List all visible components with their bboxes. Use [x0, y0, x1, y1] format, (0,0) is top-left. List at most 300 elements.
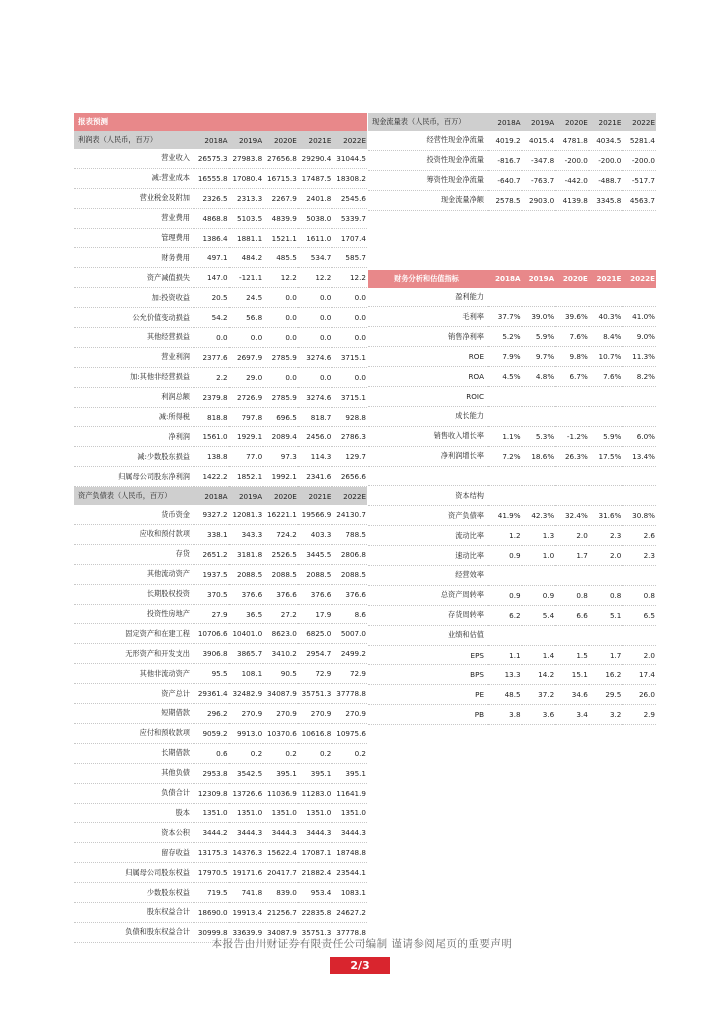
- cell-value: 17.4: [622, 665, 656, 685]
- cell-value: 11641.9: [332, 783, 367, 803]
- table-row: [368, 288, 656, 307]
- row-label: 留存收益: [74, 843, 194, 863]
- cell-value: [622, 486, 656, 506]
- cell-value: 13.4%: [622, 446, 656, 466]
- cell-value: 14.2: [522, 665, 556, 685]
- year-header: 2020E: [555, 113, 589, 131]
- row-label: ROE: [368, 347, 488, 367]
- cell-value: [622, 625, 656, 645]
- cell-value: 724.2: [263, 525, 298, 545]
- row-label: 销售收入增长率: [368, 426, 488, 446]
- year-header: 2020E: [263, 487, 298, 505]
- cell-value: 77.0: [229, 447, 264, 467]
- table-row: [74, 387, 367, 407]
- cell-value: 18690.0: [194, 902, 229, 922]
- cell-value: 788.5: [332, 525, 367, 545]
- cell-value: 2499.2: [332, 644, 367, 664]
- cell-value: -640.7: [488, 170, 522, 190]
- cell-value: 4034.5: [589, 131, 623, 150]
- cell-value: -442.0: [555, 170, 589, 190]
- cell-value: 3274.6: [298, 347, 333, 367]
- row-label: 货币资金: [74, 505, 194, 524]
- row-label: 资本结构: [368, 486, 488, 506]
- cell-value: 2088.5: [332, 564, 367, 584]
- cell-value: 839.0: [263, 883, 298, 903]
- cell-value: 1351.0: [229, 803, 264, 823]
- cell-value: 7.6%: [589, 367, 623, 387]
- cell-value: 34.6: [555, 685, 589, 705]
- row-label: 资产总计: [74, 684, 194, 704]
- year-header: 2022E: [622, 113, 656, 131]
- cell-value: 19171.6: [229, 863, 264, 883]
- row-label: 加:投资收益: [74, 288, 194, 308]
- cell-value: 41.0%: [622, 307, 656, 327]
- row-label: 股东权益合计: [74, 902, 194, 922]
- row-label: 现金流量净额: [368, 190, 488, 210]
- table-row: [368, 685, 656, 705]
- cell-value: 343.3: [229, 525, 264, 545]
- year-header: 2020E: [555, 270, 589, 288]
- cell-value: 338.1: [194, 525, 229, 545]
- cell-value: 11.3%: [622, 347, 656, 367]
- cell-value: 1929.1: [229, 427, 264, 447]
- cell-value: [555, 466, 589, 486]
- cell-value: 6.6: [555, 605, 589, 625]
- cell-value: 31044.5: [332, 149, 367, 168]
- cell-value: 1.7: [555, 546, 589, 566]
- cell-value: 1.0: [522, 546, 556, 566]
- cell-value: 5.1: [589, 605, 623, 625]
- table-row: [368, 665, 656, 685]
- row-label: 其他非流动资产: [74, 664, 194, 684]
- row-label: 资本公积: [74, 823, 194, 843]
- cell-value: 56.8: [229, 308, 264, 328]
- cell-value: 29.0: [229, 367, 264, 387]
- cell-value: 2326.5: [194, 188, 229, 208]
- cell-value: 3444.3: [229, 823, 264, 843]
- cell-value: 12.2: [298, 268, 333, 288]
- table-row: [368, 170, 656, 190]
- cell-value: 17487.5: [298, 168, 333, 188]
- cell-value: [555, 486, 589, 506]
- table-row: [74, 564, 367, 584]
- cell-value: 8.4%: [589, 327, 623, 347]
- cell-value: 8.2%: [622, 367, 656, 387]
- cell-value: 6.2: [488, 605, 522, 625]
- cell-value: [589, 387, 623, 407]
- balance-title: 资产负债表（人民币，百万）: [74, 487, 194, 505]
- cell-value: -347.8: [522, 150, 556, 170]
- cashflow-title: 现金流量表（人民币，百万）: [368, 113, 488, 131]
- cell-value: 7.2%: [488, 446, 522, 466]
- cell-value: 20.5: [194, 288, 229, 308]
- income-statement-table: [74, 131, 367, 487]
- cell-value: 10975.6: [332, 723, 367, 743]
- cell-value: 3.2: [589, 705, 623, 725]
- cell-value: 29.5: [589, 685, 623, 705]
- cell-value: [589, 406, 623, 426]
- cell-value: 2.2: [194, 367, 229, 387]
- cell-value: [589, 288, 623, 307]
- cell-value: 27656.8: [263, 149, 298, 168]
- cell-value: 32482.9: [229, 684, 264, 704]
- row-label: 投资性现金净流量: [368, 150, 488, 170]
- cell-value: 270.9: [229, 704, 264, 724]
- cell-value: 1.1: [488, 645, 522, 665]
- cell-value: 3715.1: [332, 347, 367, 367]
- row-label: 投资性房地产: [74, 604, 194, 624]
- table-row: [74, 584, 367, 604]
- row-label: 负债和股东权益合计: [74, 922, 194, 942]
- cell-value: 12.2: [332, 268, 367, 288]
- cell-value: 3.8: [488, 705, 522, 725]
- cell-value: 1386.4: [194, 228, 229, 248]
- cell-value: 0.2: [332, 743, 367, 763]
- row-label: 减:所得税: [74, 407, 194, 427]
- cell-value: 696.5: [263, 407, 298, 427]
- row-label: 经营效率: [368, 566, 488, 586]
- cell-value: 1.3: [522, 526, 556, 546]
- cell-value: 3444.3: [332, 823, 367, 843]
- table-row: [74, 467, 367, 487]
- table-row: [74, 308, 367, 328]
- cell-value: 2401.8: [298, 188, 333, 208]
- table-row: [74, 248, 367, 268]
- cell-value: 19913.4: [229, 902, 264, 922]
- table-row: [368, 506, 656, 526]
- row-label: 其他流动资产: [74, 564, 194, 584]
- cell-value: 2313.3: [229, 188, 264, 208]
- cell-value: 8623.0: [263, 624, 298, 644]
- cell-value: 0.0: [298, 288, 333, 308]
- cell-value: 22835.8: [298, 902, 333, 922]
- cell-value: [622, 288, 656, 307]
- cell-value: [555, 566, 589, 586]
- footer-disclaimer: 本报告由川财证券有限责任公司编制 谨请参阅尾页的重要声明: [211, 938, 513, 950]
- cell-value: 2.3: [589, 526, 623, 546]
- row-label: 减:营业成本: [74, 168, 194, 188]
- row-label: 净利润: [74, 427, 194, 447]
- cell-value: 19566.9: [298, 505, 333, 524]
- cell-value: 26.3%: [555, 446, 589, 466]
- cell-value: 928.8: [332, 407, 367, 427]
- cell-value: 497.1: [194, 248, 229, 268]
- cell-value: 270.9: [332, 704, 367, 724]
- cell-value: 1.4: [522, 645, 556, 665]
- cell-value: [522, 288, 556, 307]
- cell-value: 23544.1: [332, 863, 367, 883]
- cell-value: 12309.8: [194, 783, 229, 803]
- year-header: 2021E: [589, 113, 623, 131]
- cell-value: 40.3%: [589, 307, 623, 327]
- report-forecast-title: 报表预测: [74, 113, 367, 131]
- row-label: 营业利润: [74, 347, 194, 367]
- row-label: 短期借款: [74, 704, 194, 724]
- cell-value: 4.5%: [488, 367, 522, 387]
- cell-value: 0.0: [263, 367, 298, 387]
- cell-value: [555, 406, 589, 426]
- cell-value: [555, 288, 589, 307]
- cell-value: 6.0%: [622, 426, 656, 446]
- cell-value: 35751.3: [298, 922, 333, 942]
- cell-value: 2089.4: [263, 427, 298, 447]
- table-row: [74, 228, 367, 248]
- cell-value: 1.7: [589, 645, 623, 665]
- cell-value: 0.0: [263, 288, 298, 308]
- cell-value: 26575.3: [194, 149, 229, 168]
- cell-value: -121.1: [229, 268, 264, 288]
- cell-value: 6.5: [622, 605, 656, 625]
- cell-value: 6.7%: [555, 367, 589, 387]
- table-row: [74, 684, 367, 704]
- cell-value: [488, 625, 522, 645]
- row-label: ROIC: [368, 387, 488, 407]
- cell-value: 3444.3: [298, 823, 333, 843]
- cell-value: 24130.7: [332, 505, 367, 524]
- cell-value: 4139.8: [555, 190, 589, 210]
- cell-value: 395.1: [332, 763, 367, 783]
- table-row: [368, 190, 656, 210]
- cell-value: [522, 466, 556, 486]
- cell-value: 0.0: [298, 328, 333, 348]
- cell-value: -517.7: [622, 170, 656, 190]
- page-number: 2/3: [330, 957, 390, 974]
- cell-value: 18308.2: [332, 168, 367, 188]
- row-label: 其他负债: [74, 763, 194, 783]
- cash-flow-table: [368, 113, 656, 211]
- cell-value: 13726.6: [229, 783, 264, 803]
- cell-value: 3.6: [522, 705, 556, 725]
- table-row: [74, 505, 367, 524]
- cell-value: 376.6: [298, 584, 333, 604]
- cell-value: 1561.0: [194, 427, 229, 447]
- year-header: 2019A: [229, 131, 264, 149]
- cell-value: 0.0: [263, 308, 298, 328]
- cell-value: 39.6%: [555, 307, 589, 327]
- table-row: [74, 763, 367, 783]
- cell-value: 14376.3: [229, 843, 264, 863]
- cell-value: 11036.9: [263, 783, 298, 803]
- cell-value: 0.0: [332, 288, 367, 308]
- cell-value: 20417.7: [263, 863, 298, 883]
- table-row: [368, 625, 656, 645]
- cell-value: 3906.8: [194, 644, 229, 664]
- table-row: [368, 585, 656, 605]
- row-label: 筹资性现金净流量: [368, 170, 488, 190]
- cell-value: 2267.9: [263, 188, 298, 208]
- cell-value: 1.1%: [488, 426, 522, 446]
- cell-value: [488, 406, 522, 426]
- cell-value: 3.4: [555, 705, 589, 725]
- cell-value: 1852.1: [229, 467, 264, 487]
- cell-value: 12081.3: [229, 505, 264, 524]
- cell-value: 5103.5: [229, 208, 264, 228]
- cell-value: 0.9: [522, 585, 556, 605]
- row-label: 管理费用: [74, 228, 194, 248]
- table-row: [74, 288, 367, 308]
- cell-value: 16.2: [589, 665, 623, 685]
- row-label: 营业收入: [74, 149, 194, 168]
- cell-value: [488, 288, 522, 307]
- cell-value: 15.1: [555, 665, 589, 685]
- row-label: 流动比率: [368, 526, 488, 546]
- cell-value: 296.2: [194, 704, 229, 724]
- row-label: 经营性现金净流量: [368, 131, 488, 150]
- table-row: [368, 645, 656, 665]
- cell-value: 5281.4: [622, 131, 656, 150]
- cell-value: 12.2: [263, 268, 298, 288]
- cell-value: 10401.0: [229, 624, 264, 644]
- cell-value: 3865.7: [229, 644, 264, 664]
- cell-value: 4839.9: [263, 208, 298, 228]
- cell-value: 395.1: [298, 763, 333, 783]
- cell-value: 97.3: [263, 447, 298, 467]
- cell-value: 376.6: [229, 584, 264, 604]
- cell-value: 9059.2: [194, 723, 229, 743]
- row-label: 减:少数股东损益: [74, 447, 194, 467]
- cell-value: 5.3%: [522, 426, 556, 446]
- row-label: PE: [368, 685, 488, 705]
- table-row: [74, 208, 367, 228]
- cashflow-header-row: [368, 113, 656, 131]
- table-row: [74, 783, 367, 803]
- cell-value: 16221.1: [263, 505, 298, 524]
- cell-value: 0.2: [229, 743, 264, 763]
- cell-value: 1351.0: [332, 803, 367, 823]
- cell-value: 2.0: [555, 526, 589, 546]
- cell-value: [522, 387, 556, 407]
- row-label: 速动比率: [368, 546, 488, 566]
- row-label: 毛利率: [368, 307, 488, 327]
- cell-value: 5.2%: [488, 327, 522, 347]
- cell-value: 15622.4: [263, 843, 298, 863]
- cell-value: 818.8: [194, 407, 229, 427]
- cell-value: [555, 625, 589, 645]
- cell-value: 48.5: [488, 685, 522, 705]
- table-row: [368, 446, 656, 466]
- cell-value: 5.9%: [589, 426, 623, 446]
- cell-value: 2088.5: [298, 564, 333, 584]
- cell-value: 18748.8: [332, 843, 367, 863]
- cell-value: 3444.2: [194, 823, 229, 843]
- table-row: [74, 328, 367, 348]
- cell-value: 0.0: [194, 328, 229, 348]
- cell-value: 9913.0: [229, 723, 264, 743]
- cell-value: 0.2: [298, 743, 333, 763]
- table-row: [74, 427, 367, 447]
- cell-value: [589, 486, 623, 506]
- cell-value: 34087.9: [263, 922, 298, 942]
- table-row: [74, 723, 367, 743]
- cell-value: 3274.6: [298, 387, 333, 407]
- cell-value: 29361.4: [194, 684, 229, 704]
- cell-value: [622, 406, 656, 426]
- cell-value: 0.0: [229, 328, 264, 348]
- cell-value: 1611.0: [298, 228, 333, 248]
- row-label: 营业费用: [74, 208, 194, 228]
- ratios-title: 财务分析和估值指标: [368, 270, 488, 288]
- row-label: 营业税金及附加: [74, 188, 194, 208]
- cell-value: 2651.2: [194, 544, 229, 564]
- table-row: [368, 526, 656, 546]
- cell-value: 34087.9: [263, 684, 298, 704]
- cell-value: 741.8: [229, 883, 264, 903]
- cell-value: 585.7: [332, 248, 367, 268]
- cell-value: 37.2: [522, 685, 556, 705]
- cell-value: 2.3: [622, 546, 656, 566]
- cell-value: 16715.3: [263, 168, 298, 188]
- cell-value: 5339.7: [332, 208, 367, 228]
- cell-value: 1422.2: [194, 467, 229, 487]
- row-label: 存货: [74, 544, 194, 564]
- cell-value: 485.5: [263, 248, 298, 268]
- cell-value: 37778.8: [332, 922, 367, 942]
- cell-value: 114.3: [298, 447, 333, 467]
- year-header: 2022E: [332, 487, 367, 505]
- cell-value: 2.0: [622, 645, 656, 665]
- cell-value: 33639.9: [229, 922, 264, 942]
- cell-value: 24627.2: [332, 902, 367, 922]
- table-row: [74, 544, 367, 564]
- cell-value: 16555.8: [194, 168, 229, 188]
- cell-value: 2456.0: [298, 427, 333, 447]
- cell-value: 719.5: [194, 883, 229, 903]
- row-label: [368, 466, 488, 486]
- cell-value: 11283.0: [298, 783, 333, 803]
- row-label: 业绩和估值: [368, 625, 488, 645]
- cell-value: 2379.8: [194, 387, 229, 407]
- table-row: [74, 367, 367, 387]
- row-label: 应付和预收款项: [74, 723, 194, 743]
- year-header: 2022E: [332, 131, 367, 149]
- cell-value: 4019.2: [488, 131, 522, 150]
- cell-value: 818.7: [298, 407, 333, 427]
- cell-value: 35751.3: [298, 684, 333, 704]
- table-row: [74, 803, 367, 823]
- cell-value: [522, 486, 556, 506]
- cell-value: 10706.6: [194, 624, 229, 644]
- row-label: 盈利能力: [368, 288, 488, 307]
- cell-value: 534.7: [298, 248, 333, 268]
- cell-value: 1.2: [488, 526, 522, 546]
- cell-value: 2785.9: [263, 347, 298, 367]
- table-row: [368, 327, 656, 347]
- cell-value: 1881.1: [229, 228, 264, 248]
- cell-value: 37778.8: [332, 684, 367, 704]
- row-label: PB: [368, 705, 488, 725]
- cell-value: 2697.9: [229, 347, 264, 367]
- ratios-header-row: [368, 270, 656, 288]
- cell-value: [522, 566, 556, 586]
- cell-value: -200.0: [555, 150, 589, 170]
- cell-value: -200.0: [589, 150, 623, 170]
- cell-value: 17.9: [298, 604, 333, 624]
- cell-value: 797.8: [229, 407, 264, 427]
- cell-value: [622, 466, 656, 486]
- cell-value: 953.4: [298, 883, 333, 903]
- cell-value: 2.9: [622, 705, 656, 725]
- cell-value: 72.9: [332, 664, 367, 684]
- right-column: [368, 113, 656, 725]
- year-header: 2022E: [622, 270, 656, 288]
- cell-value: -1.2%: [555, 426, 589, 446]
- cell-value: [488, 387, 522, 407]
- table-row: [368, 131, 656, 150]
- table-row: [74, 664, 367, 684]
- row-label: 财务费用: [74, 248, 194, 268]
- cell-value: 0.8: [622, 585, 656, 605]
- table-row: [74, 823, 367, 843]
